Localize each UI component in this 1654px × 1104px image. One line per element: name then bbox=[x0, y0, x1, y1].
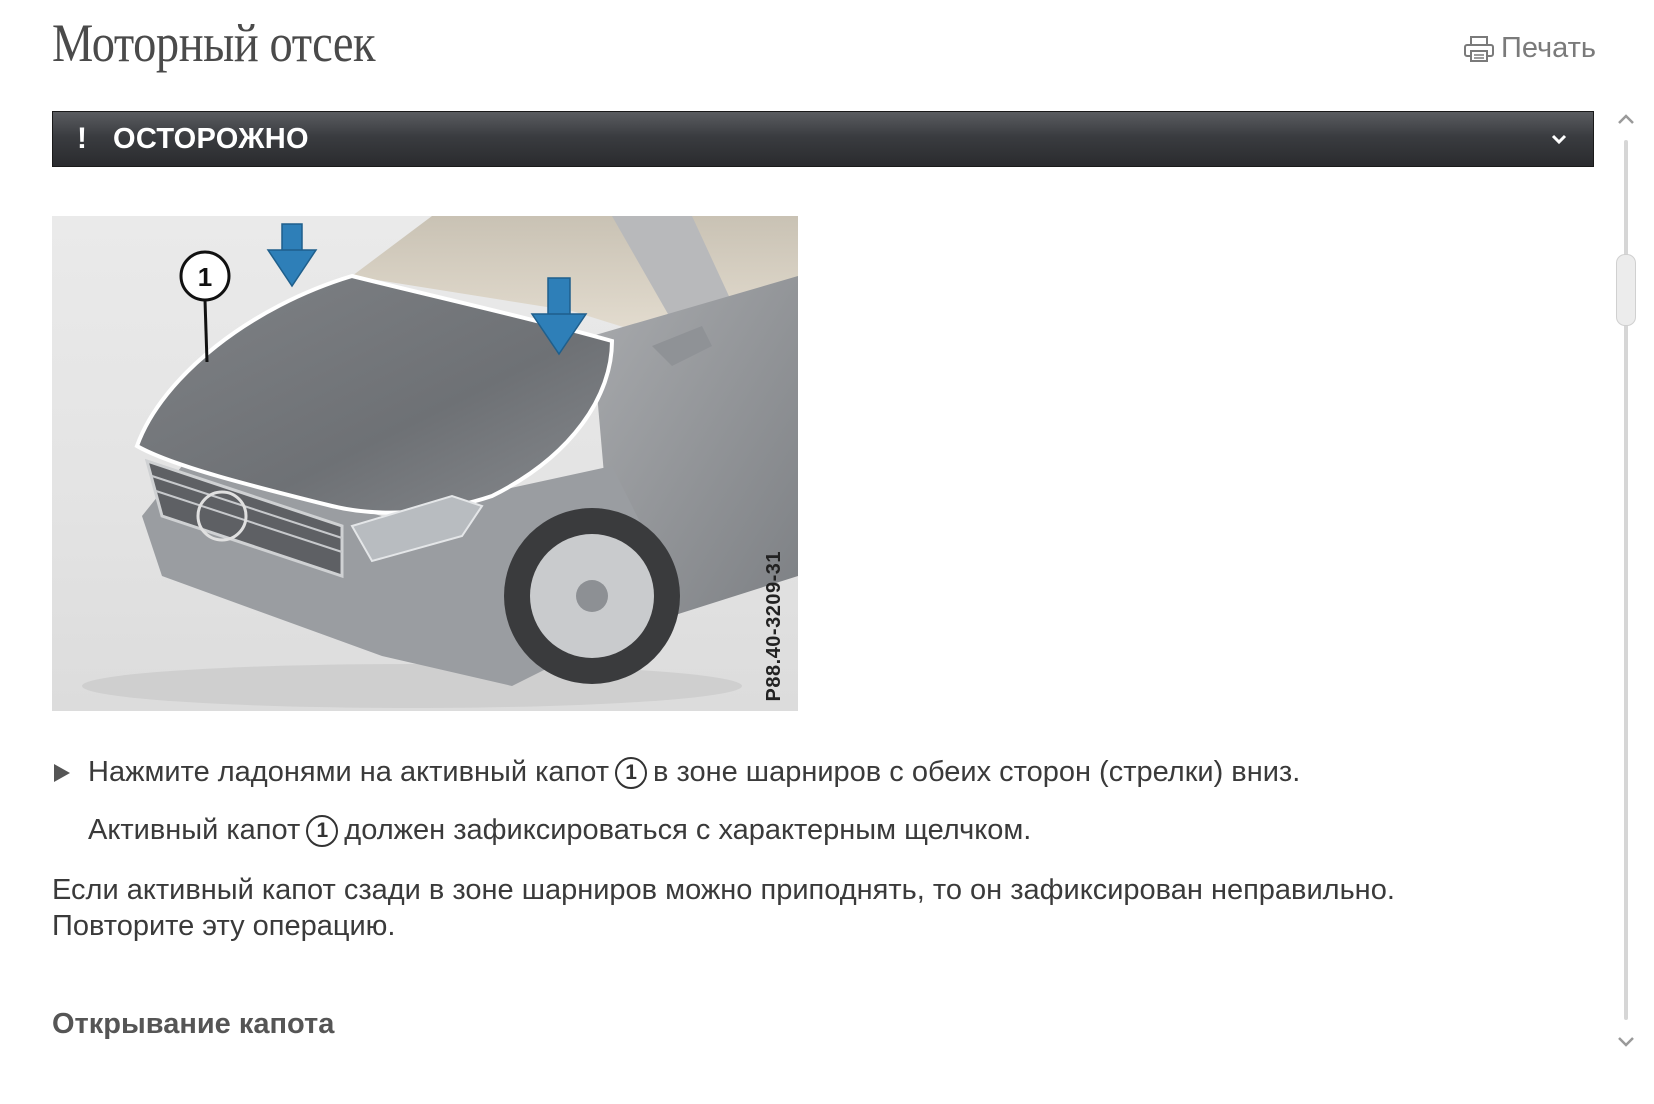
play-bullet-icon bbox=[52, 762, 88, 784]
callout-number: 1 bbox=[197, 262, 213, 292]
step-text-prefix: Нажмите ладонями на активный капот bbox=[88, 756, 610, 788]
hood-illustration bbox=[52, 216, 798, 711]
section-subheading: Открывание капота bbox=[52, 1008, 335, 1040]
step-ref-badge: 1 bbox=[615, 757, 647, 789]
instruction-note bbox=[52, 872, 1552, 944]
page-title: Моторный отсек bbox=[52, 13, 376, 73]
note-line-2: Повторите эту операцию. bbox=[52, 910, 396, 942]
warning-label: ОСТОРОЖНО bbox=[113, 122, 309, 155]
exclamation-icon: ! bbox=[77, 122, 87, 155]
warning-collapsible-header[interactable] bbox=[52, 111, 1594, 167]
print-label: Печать bbox=[1500, 32, 1596, 64]
result-text-suffix: должен зафиксироваться с характерным щелчком. bbox=[344, 814, 1032, 846]
press-arrow-left-icon bbox=[268, 224, 316, 286]
car-hood-image bbox=[52, 216, 798, 711]
scroll-thumb[interactable] bbox=[1616, 254, 1636, 326]
step-text-suffix: в зоне шарниров с обеих сторон (стрелки) вниз. bbox=[653, 756, 1301, 788]
chevron-down-icon[interactable] bbox=[1551, 133, 1567, 145]
scroll-up-icon[interactable] bbox=[1616, 112, 1636, 131]
note-line-1: Если активный капот сзади в зоне шарниров можно приподнять, то он зафиксирован неправильно. bbox=[52, 874, 1395, 906]
instruction-result bbox=[88, 814, 1031, 847]
print-button[interactable] bbox=[1463, 32, 1596, 65]
figure-code: P88.40-3209-31 bbox=[763, 550, 785, 701]
instruction-step bbox=[52, 756, 1300, 789]
result-ref-badge: 1 bbox=[306, 815, 338, 847]
scroll-down-icon[interactable] bbox=[1616, 1035, 1636, 1054]
result-text-prefix: Активный капот bbox=[88, 814, 301, 846]
printer-icon bbox=[1463, 35, 1495, 63]
vertical-scrollbar[interactable] bbox=[1600, 104, 1654, 1054]
